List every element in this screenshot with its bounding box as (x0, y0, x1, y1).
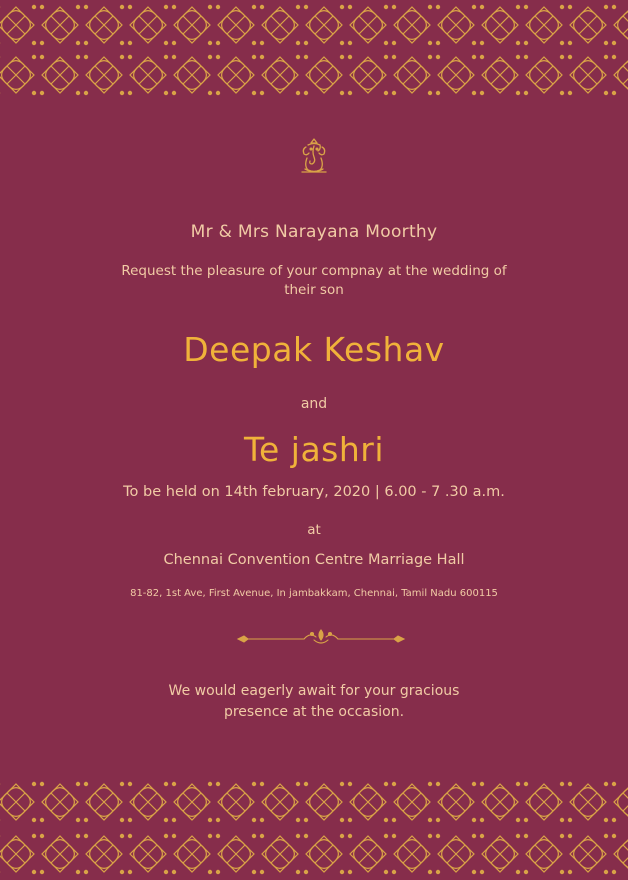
floral-divider-icon (234, 626, 408, 648)
kolam-tile (0, 782, 36, 821)
kolam-tile (172, 5, 211, 44)
venue-name: Chennai Convention Centre Marriage Hall (163, 552, 465, 568)
kolam-tile (568, 782, 607, 821)
kolam-tile (348, 5, 387, 44)
kolam-tile (392, 5, 431, 44)
kolam-tile (568, 5, 607, 44)
kolam-tile (392, 782, 431, 821)
kolam-tile (568, 55, 607, 94)
groom-name: Deepak Keshav (183, 330, 445, 369)
kolam-tile (216, 5, 255, 44)
at-word: at (307, 522, 321, 538)
kolam-tile (524, 782, 563, 821)
kolam-tile (172, 834, 211, 873)
kolam-tile (0, 834, 36, 873)
kolam-tile (304, 782, 343, 821)
kolam-tile (84, 5, 123, 44)
kolam-tile (436, 782, 475, 821)
kolam-tile (0, 5, 36, 44)
conjunction-and: and (300, 396, 328, 412)
bottom-kolam-border (0, 776, 628, 876)
schedule-line: To be held on 14th february, 2020 | 6.00 - 7 .30 a.m. (123, 484, 505, 500)
kolam-tile (128, 5, 167, 44)
kolam-tile (348, 782, 387, 821)
request-text (0, 262, 628, 300)
kolam-tile (84, 782, 123, 821)
kolam-tile (172, 55, 211, 94)
kolam-tile (612, 55, 628, 94)
kolam-tile (304, 5, 343, 44)
request-line-2: their son (284, 282, 344, 298)
kolam-tile (568, 834, 607, 873)
closing-line-2: presence at the occasion. (223, 704, 405, 720)
kolam-tile (348, 834, 387, 873)
kolam-tile (260, 834, 299, 873)
hosts-line: Mr & Mrs Narayana Moorthy (190, 222, 438, 242)
kolam-tile (480, 55, 519, 94)
kolam-tile (216, 782, 255, 821)
kolam-tile (40, 834, 79, 873)
kolam-tile (480, 834, 519, 873)
closing-line-1: We would eagerly await for your gracious (168, 683, 460, 699)
kolam-tile (84, 55, 123, 94)
kolam-tile (172, 782, 211, 821)
kolam-tile (40, 55, 79, 94)
kolam-tile (480, 782, 519, 821)
ganesha-icon (296, 136, 332, 176)
kolam-tile (348, 55, 387, 94)
kolam-tile (40, 782, 79, 821)
kolam-tile (260, 55, 299, 94)
kolam-tile (40, 5, 79, 44)
kolam-tile (436, 5, 475, 44)
kolam-tile (436, 55, 475, 94)
kolam-tile (524, 834, 563, 873)
kolam-tile (612, 782, 628, 821)
kolam-tile (260, 782, 299, 821)
kolam-tile (128, 55, 167, 94)
top-kolam-border (0, 0, 628, 100)
kolam-tile (0, 55, 36, 94)
kolam-tile (524, 5, 563, 44)
kolam-tile (128, 834, 167, 873)
kolam-tile (304, 55, 343, 94)
kolam-tile (216, 55, 255, 94)
kolam-tile (392, 55, 431, 94)
kolam-tile (524, 55, 563, 94)
kolam-tile (260, 5, 299, 44)
kolam-tile (84, 834, 123, 873)
bride-name: Te jashri (243, 430, 385, 469)
kolam-tile (216, 834, 255, 873)
closing-text (0, 681, 628, 723)
request-line-1: Request the pleasure of your compnay at the wedding of (121, 263, 507, 279)
kolam-tile (436, 834, 475, 873)
kolam-tile (612, 834, 628, 873)
kolam-tile (612, 5, 628, 44)
kolam-tile (392, 834, 431, 873)
kolam-tile (480, 5, 519, 44)
kolam-tile (304, 834, 343, 873)
venue-address: 81-82, 1st Ave, First Avenue, In jambakkam, Chennai, Tamil Nadu 600115 (130, 588, 498, 599)
kolam-tile (128, 782, 167, 821)
